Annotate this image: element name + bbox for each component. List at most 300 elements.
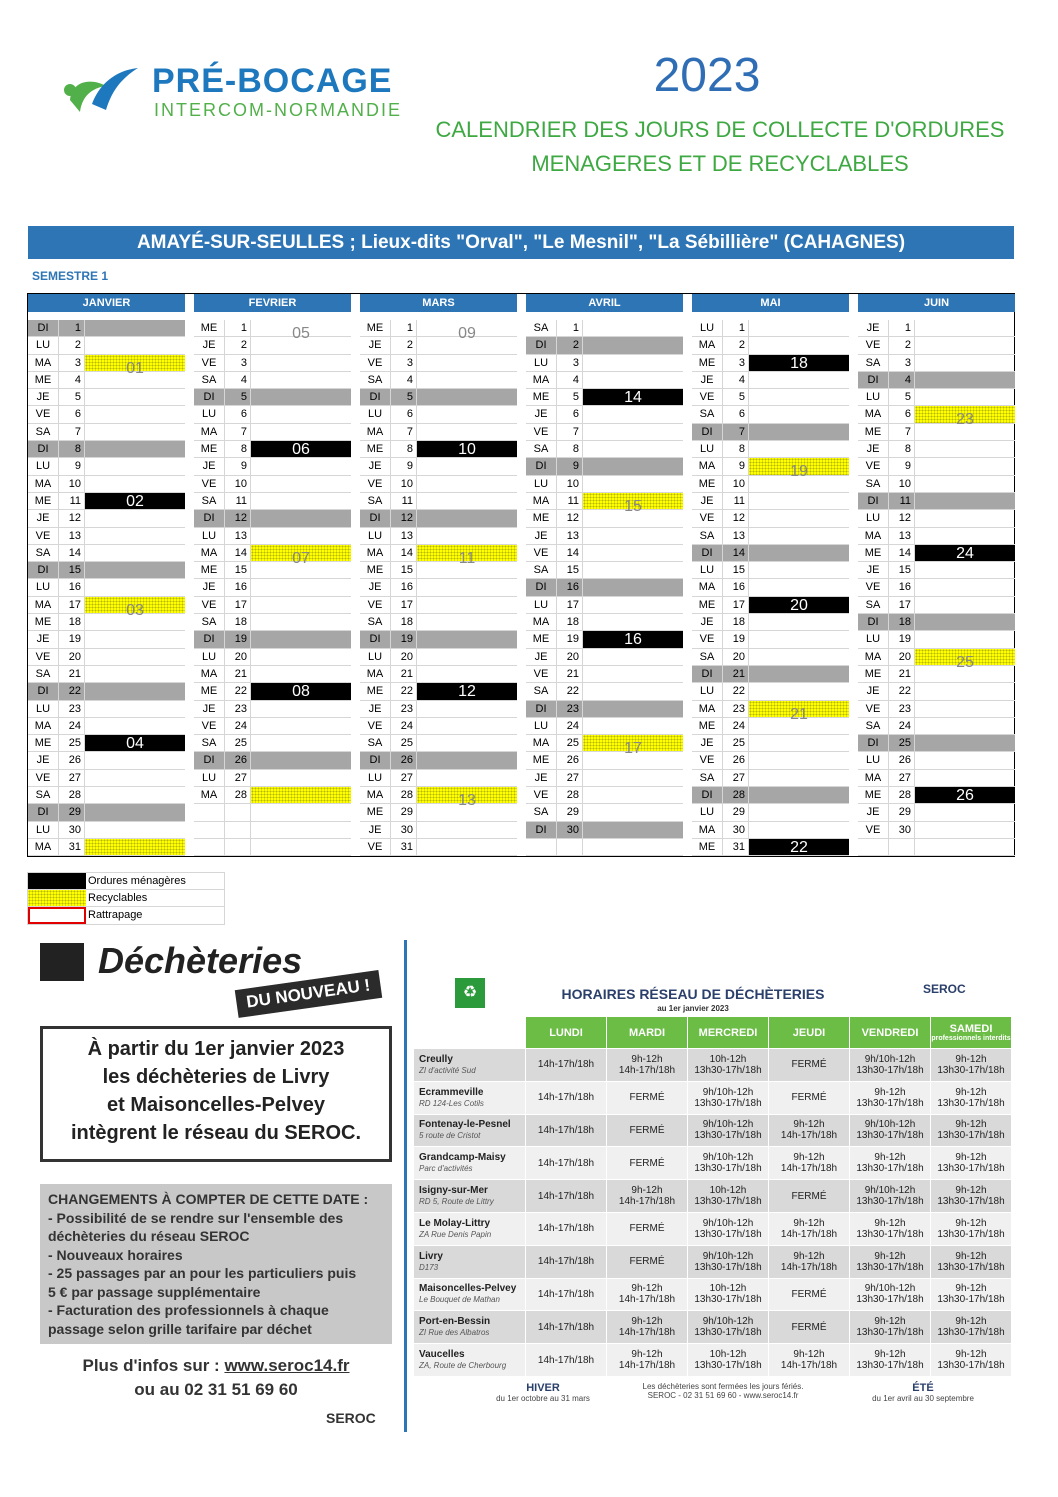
month-avril [526, 294, 683, 856]
day-row [28, 804, 185, 821]
day-number: 1 [225, 320, 251, 336]
recyclables-week-label: 13 [458, 792, 476, 810]
day-row [858, 562, 1015, 579]
weekday: ME [692, 597, 723, 613]
collection-cell [251, 355, 351, 371]
weekday: DI [360, 389, 391, 405]
weekday: DI [692, 424, 723, 440]
collection-cell [749, 752, 849, 768]
day-row [692, 597, 849, 614]
day-number: 20 [723, 649, 749, 665]
weekday: LU [526, 476, 557, 492]
day-number: 6 [557, 406, 583, 422]
collection-cell [749, 528, 849, 544]
ordures-day: 04 [85, 735, 185, 751]
collection-cell [251, 701, 351, 717]
collection-cell [583, 337, 683, 353]
collection-cell [417, 406, 517, 422]
day-number: 18 [889, 614, 915, 630]
day-row [360, 614, 517, 631]
day-row [28, 683, 185, 700]
month-header: MAI [692, 294, 849, 312]
day-number: 27 [723, 770, 749, 786]
weekday: JE [360, 579, 391, 595]
ordures-swatch [28, 873, 86, 889]
weekday: MA [28, 476, 59, 492]
weekday: SA [194, 372, 225, 388]
collection-cell [251, 424, 351, 440]
day-row [28, 510, 185, 527]
collection-cell [85, 718, 185, 734]
day-row [194, 493, 351, 510]
subtitle-line1: CALENDRIER DES JOURS DE COLLECTE D'ORDURES [435, 117, 1005, 142]
weekday: JE [692, 493, 723, 509]
day-row [692, 822, 849, 839]
day-row [194, 441, 351, 458]
ordures-day: 12 [417, 683, 517, 699]
day-number: 5 [225, 389, 251, 405]
day-row [360, 337, 517, 354]
collection-cell [583, 787, 683, 803]
recyclables-day [85, 839, 185, 855]
seroc-link[interactable]: www.seroc14.fr [224, 1356, 350, 1375]
hours-cell: 9h-12h 13h30-17h/18h [931, 1245, 1012, 1278]
legend-recyclables-label: Recyclables [88, 891, 148, 904]
recyclables-day [85, 597, 185, 619]
day-number: 6 [59, 406, 85, 422]
calendar-subtitle [420, 113, 1020, 181]
recyclables-day [417, 545, 517, 567]
day-number: 15 [225, 562, 251, 578]
weekday: ME [692, 355, 723, 371]
collection-cell [85, 701, 185, 717]
ordures-day: 08 [251, 683, 351, 699]
weekday: LU [194, 528, 225, 544]
weekday: ME [28, 614, 59, 630]
hours-cell: 9h-12h 13h30-17h/18h [850, 1147, 931, 1180]
collection-cell [417, 579, 517, 595]
weekday: JE [858, 804, 889, 820]
weekday: LU [28, 822, 59, 838]
day-row [526, 666, 683, 683]
weekday: DI [692, 787, 723, 803]
day-number: 26 [59, 752, 85, 768]
collection-cell [417, 752, 517, 768]
org-subname: INTERCOM-NORMANDIE [154, 100, 402, 120]
weekday: LU [194, 406, 225, 422]
day-row [692, 441, 849, 458]
day-row [526, 476, 683, 493]
collection-cell [417, 458, 517, 474]
collection-cell [583, 770, 683, 786]
day-row [194, 839, 351, 856]
day-row [28, 424, 185, 441]
weekday: LU [526, 718, 557, 734]
site-row [414, 1212, 1012, 1245]
day-row [360, 683, 517, 700]
day-row [360, 735, 517, 752]
day-row [858, 752, 1015, 769]
weekday: LU [858, 510, 889, 526]
collection-cell [915, 389, 1015, 405]
divider [404, 940, 407, 1432]
day-number: 30 [557, 822, 583, 838]
weekday: JE [858, 320, 889, 336]
collection-cell [749, 804, 849, 820]
recyclables-day [749, 701, 849, 723]
day-row [692, 528, 849, 545]
day-row [360, 355, 517, 372]
day-row [858, 770, 1015, 787]
day-list [692, 320, 849, 856]
weekday: ME [360, 804, 391, 820]
weekday: VE [28, 528, 59, 544]
hours-cell: 9h-12h 13h30-17h/18h [931, 1081, 1012, 1114]
day-number: 1 [557, 320, 583, 336]
weekday: ME [194, 320, 225, 336]
day-row [526, 406, 683, 423]
day-row [692, 804, 849, 821]
weekday: LU [692, 441, 723, 457]
hours-cell: 9h/10h-12h 13h30-17h/18h [850, 1278, 931, 1311]
collection-cell [417, 666, 517, 682]
day-row [692, 355, 849, 372]
day-number: 3 [59, 355, 85, 371]
weekday: SA [692, 528, 723, 544]
day-number: 21 [889, 666, 915, 682]
day-column-header: JEUDI [769, 1017, 850, 1049]
weekday: ME [360, 320, 391, 336]
day-row [858, 389, 1015, 406]
weekday: DI [28, 320, 59, 336]
month-mars [360, 294, 517, 856]
day-number: 14 [391, 545, 417, 561]
weekday: DI [858, 735, 889, 751]
semester-label: SEMESTRE 1 [32, 269, 109, 283]
day-row [360, 493, 517, 510]
day-number: 6 [225, 406, 251, 422]
day-number: 25 [59, 735, 85, 751]
hours-cell: 14h-17h/18h [526, 1049, 607, 1082]
collection-cell [417, 510, 517, 526]
day-number: 11 [225, 493, 251, 509]
empty-cell [251, 822, 351, 838]
month-header: MARS [360, 294, 517, 312]
collection-cell [417, 320, 517, 342]
hours-cell: 9h/10h-12h 13h30-17h/18h [850, 1049, 931, 1082]
day-row [360, 545, 517, 567]
change-line: déchèteries du réseau SEROC [48, 1228, 250, 1244]
weekday: LU [360, 406, 391, 422]
changes-box [40, 1184, 392, 1344]
site-row [414, 1081, 1012, 1114]
day-number: 25 [889, 735, 915, 751]
collection-cell [583, 458, 683, 474]
hours-cell: 9h/10h-12h 13h30-17h/18h [850, 1114, 931, 1147]
weekday: LU [28, 701, 59, 717]
day-row [526, 649, 683, 666]
weekday: JE [194, 579, 225, 595]
collection-cell [915, 476, 1015, 492]
day-number: 17 [225, 597, 251, 613]
collection-cell [749, 406, 849, 422]
day-number: 1 [59, 320, 85, 336]
collection-calendar [27, 293, 1015, 857]
hours-cell: 9h-12h 13h30-17h/18h [931, 1114, 1012, 1147]
weekday: JE [526, 770, 557, 786]
day-number: 3 [391, 355, 417, 371]
month-header: AVRIL [526, 294, 683, 312]
day-row [858, 510, 1015, 527]
change-line: 5 € par passage supplémentaire [48, 1283, 261, 1300]
day-number: 20 [391, 649, 417, 665]
day-row [858, 528, 1015, 545]
day-number: 14 [723, 545, 749, 561]
commune-banner: AMAYÉ-SUR-SEULLES ; Lieux-dits "Orval", "Le Mesnil", "La Sébillière" (CAHAGNES) [28, 226, 1014, 259]
hours-cell: 9h-12h 13h30-17h/18h [931, 1344, 1012, 1377]
weekday: JE [28, 389, 59, 405]
day-row [526, 441, 683, 458]
subtitle-line2: MENAGERES ET DE RECYCLABLES [531, 151, 909, 176]
empty-cell [889, 839, 915, 855]
day-row [360, 597, 517, 614]
collection-cell [251, 406, 351, 422]
day-number: 2 [59, 337, 85, 353]
weekday: MA [526, 372, 557, 388]
day-number: 19 [723, 631, 749, 647]
empty-cell [583, 839, 683, 855]
weekday: VE [858, 458, 889, 474]
day-number: 15 [723, 562, 749, 578]
day-row [28, 562, 185, 579]
change-line: - Nouveaux horaires [48, 1246, 183, 1263]
day-row [28, 735, 185, 752]
weekday: SA [858, 718, 889, 734]
day-row [526, 839, 683, 856]
day-number: 26 [723, 752, 749, 768]
day-row [194, 458, 351, 475]
day-number: 4 [391, 372, 417, 388]
hours-cell: 9h/10h-12h 13h30-17h/18h [688, 1245, 769, 1278]
day-row [28, 458, 185, 475]
weekday: DI [858, 493, 889, 509]
day-row [360, 822, 517, 839]
weekday: SA [526, 562, 557, 578]
weekday: LU [858, 752, 889, 768]
ordures-day: 10 [417, 441, 517, 457]
collection-cell [915, 597, 1015, 613]
weekday: VE [360, 839, 391, 855]
month-header: JUIN [858, 294, 1015, 312]
collection-cell [915, 458, 1015, 474]
hours-cell: FERMÉ [769, 1049, 850, 1082]
day-row [692, 476, 849, 493]
day-number: 2 [391, 337, 417, 353]
day-number: 27 [59, 770, 85, 786]
day-number: 1 [723, 320, 749, 336]
weekday: ME [28, 735, 59, 751]
collection-cell [915, 562, 1015, 578]
day-number: 7 [391, 424, 417, 440]
day-row [194, 389, 351, 406]
month-header: JANVIER [28, 294, 185, 312]
weekday: VE [360, 718, 391, 734]
ordures-day: 26 [915, 787, 1015, 803]
hours-cell: 9h/10h-12h 13h30-17h/18h [688, 1081, 769, 1114]
collection-cell [915, 614, 1015, 630]
day-number: 5 [391, 389, 417, 405]
day-row [194, 597, 351, 614]
collection-cell [85, 787, 185, 803]
hours-cell: 9h-12h 14h-17h/18h [607, 1278, 688, 1311]
day-row [692, 718, 849, 735]
collection-cell [915, 701, 1015, 717]
day-row [858, 787, 1015, 804]
day-row [858, 631, 1015, 648]
collection-cell [915, 735, 1015, 751]
day-number: 10 [59, 476, 85, 492]
day-row [858, 545, 1015, 562]
day-number: 13 [59, 528, 85, 544]
legend-rattrapage [27, 907, 225, 925]
day-number: 29 [391, 804, 417, 820]
day-row [194, 770, 351, 787]
hours-cell: 9h-12h 14h-17h/18h [607, 1311, 688, 1344]
collection-cell [749, 510, 849, 526]
collection-cell [251, 718, 351, 734]
weekday: VE [692, 389, 723, 405]
collection-cell [85, 683, 185, 699]
collection-cell [251, 476, 351, 492]
day-row [858, 320, 1015, 337]
seroc-logo: SEROC [923, 982, 966, 996]
day-row [692, 389, 849, 406]
ete-dates: du 1er avril au 30 septembre [872, 1394, 974, 1403]
recyclables-week-label: 17 [624, 740, 642, 758]
day-number: 24 [889, 718, 915, 734]
hours-cell: 9h-12h 13h30-17h/18h [931, 1311, 1012, 1344]
ordures-day: 20 [749, 597, 849, 613]
recyclables-day [85, 355, 185, 377]
weekday: JE [360, 822, 391, 838]
weekday: SA [858, 597, 889, 613]
day-number: 14 [557, 545, 583, 561]
day-number: 14 [889, 545, 915, 561]
day-row [194, 372, 351, 389]
day-number: 17 [723, 597, 749, 613]
ordures-day: 14 [583, 389, 683, 405]
collection-cell [915, 822, 1015, 838]
weekday: SA [28, 666, 59, 682]
hours-cell: FERMÉ [607, 1114, 688, 1147]
collection-cell [417, 822, 517, 838]
day-row [360, 562, 517, 579]
day-row [692, 787, 849, 804]
day-row [858, 701, 1015, 718]
day-row [360, 787, 517, 810]
collection-cell [583, 528, 683, 544]
collection-cell [417, 389, 517, 405]
weekday: DI [692, 666, 723, 682]
recyclables-week-label: 09 [458, 325, 476, 342]
weekday: JE [858, 562, 889, 578]
site-cell: Fontenay-le-Pesnel 5 route de Cristot [414, 1114, 526, 1147]
weekday: JE [526, 649, 557, 665]
collection-cell [85, 441, 185, 457]
day-number: 25 [391, 735, 417, 751]
day-number: 7 [889, 424, 915, 440]
day-number: 9 [59, 458, 85, 474]
weekday: ME [526, 389, 557, 405]
recyclables-swatch [28, 890, 86, 907]
day-number: 24 [59, 718, 85, 734]
day-row [858, 493, 1015, 510]
empty-cell [225, 822, 251, 838]
ordures-day: 06 [251, 441, 351, 457]
day-row [692, 337, 849, 354]
collection-cell [749, 579, 849, 595]
collection-cell [251, 510, 351, 526]
day-row [194, 666, 351, 683]
weekday: VE [858, 337, 889, 353]
weekday: JE [526, 406, 557, 422]
day-row [194, 804, 351, 821]
day-row [360, 649, 517, 666]
empty-cell [915, 839, 1015, 855]
collection-cell [417, 562, 517, 578]
year-title: 2023 [653, 49, 761, 102]
day-row [692, 735, 849, 752]
weekday: SA [28, 787, 59, 803]
weekday: MA [194, 424, 225, 440]
day-number: 23 [59, 701, 85, 717]
weekday: LU [194, 649, 225, 665]
pre-bocage-logo [62, 60, 432, 124]
collection-cell [251, 458, 351, 474]
day-number: 18 [723, 614, 749, 630]
day-row [692, 562, 849, 579]
weekday: MA [194, 787, 225, 803]
day-number: 10 [557, 476, 583, 492]
day-number: 8 [723, 441, 749, 457]
day-number: 20 [59, 649, 85, 665]
day-number: 4 [889, 372, 915, 388]
day-number: 1 [889, 320, 915, 336]
day-number: 13 [723, 528, 749, 544]
day-row [28, 614, 185, 631]
day-number: 12 [391, 510, 417, 526]
empty-cell [194, 804, 225, 820]
day-number: 1 [391, 320, 417, 336]
weekday: VE [28, 406, 59, 422]
hours-cell: FERMÉ [607, 1245, 688, 1278]
collection-cell [915, 528, 1015, 544]
day-row [360, 528, 517, 545]
collection-cell [583, 701, 683, 717]
hours-cell: 10h-12h 13h30-17h/18h [688, 1278, 769, 1311]
collection-cell [583, 718, 683, 734]
day-row [360, 770, 517, 787]
change-line: - Possibilité de se rendre sur l'ensemble des [48, 1209, 344, 1226]
day-row [692, 406, 849, 423]
weekday: SA [526, 683, 557, 699]
weekday: VE [194, 597, 225, 613]
weekday: VE [28, 649, 59, 665]
day-column-header: MERCREDI [688, 1017, 769, 1049]
weekday: JE [858, 441, 889, 457]
day-number: 9 [557, 458, 583, 474]
hours-cell: FERMÉ [769, 1180, 850, 1213]
